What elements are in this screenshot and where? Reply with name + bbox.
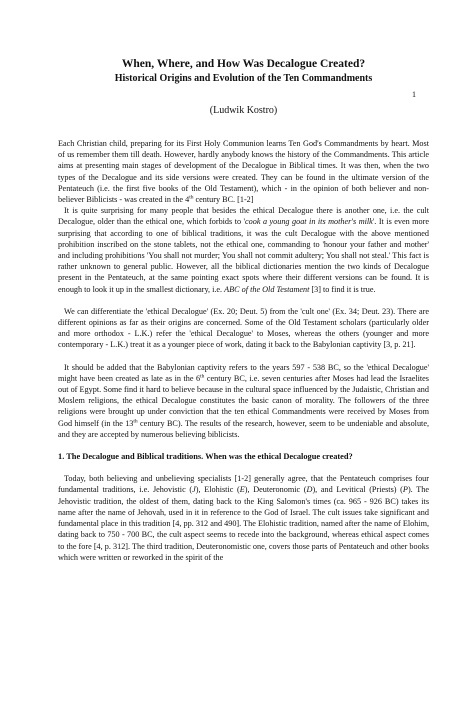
article-title: When, Where, and How Was Decalogue Created?: [121, 58, 366, 70]
paragraph-intro: Each Christian child, preparing for its First Holy Communion learns Ten God's Commandments by heart. Most of us remember them till death. However, hardly anybody knows the history of the Commandments. This article aims at presenting main stages of development of the Decalogue in Biblical times. It was then, when the two types of the Decalogue and its side versions were created. They can be found in the ultimate version of the Pentateuch (i.e. the first five books of the Old Testament), which - in the opinion of both believer and non-believer Biblicists - was created in the 4th century BC. [1-2]: [58, 139, 429, 205]
article-body: [58, 138, 429, 563]
page-number: 1: [412, 90, 416, 99]
paragraph-babylonian-captivity: It should be added that the Babylonian captivity refers to the years 597 - 538 BC, so the 'ethical Decalogue' might have been created as late as in the 6th century BC, i.e. seven centuries after Moses had lead the Israelites out of Egypt. Some find it hard to believe because in the cultural space influenced by the Judaistic, Christian and Moslem religions, the ethical Decalogue constitutes the basic canon of morality. The followers of the three religions were brought up under conviction that the ten ethical Commandments were received by Moses from God himself (in the 13th century BC). The results of the research, however, seem to be undeniable and absolute, and they are accepted by numerous believing biblicists.: [58, 362, 429, 439]
paragraph-traditions: Today, both believing and unbelieving specialists [1-2] generally agree, that the Pentateuch comprises four fundamental traditions, i.e. Jehovistic (J), Elohistic (E), Deuteronomic (D), and Levitical (Priests) (P). The Jehovistic tradition, the oldest of them, dating back to the King Salomon's times (ca. 965 - 926 BC) takes its name after the name of Jehovah, used in it in reference to the God of Israel. The cult issues take significant and fundamental place in this tradition [4, pp. 312 and 490]. The Elohistic tradition, named after the name of Elohim, dating back to 750 - 700 BC, the cult aspect seems to recede into the background, whereas ethical aspect comes to the fore [4, p. 312]. The third tradition, Deuteronomistic one, covers those parts of Pentateuch and other books which were written or reworked in the spirit of the: [58, 474, 429, 562]
section-heading: 1. The Decalogue and Biblical traditions. When was the ethical Decalogue created?: [58, 452, 353, 462]
paragraph-differentiation: We can differentiate the 'ethical Decalogue' (Ex. 20; Deut. 5) from the 'cult one' (Ex. 34; Deut. 23). There are different opinions as far as their origins are concerned. Some of the Old Testament scholars (particularly older and more orthodox - L.K.) refer the 'ethical Decalogue' to Moses, whereas the others (younger and more contemporary - L.K.) treat it as a younger piece of work, dating it back to the Babylonian captivity [3, p. 21].: [58, 306, 429, 350]
article-subtitle: Historical Origins and Evolution of the Ten Commandments: [114, 73, 373, 84]
paragraph-cult-decalogue: It is quite surprising for many people that besides the ethical Decalogue there is another one, i.e. the cult Decalogue, older than the ethical one, which forbids to 'cook a young goat in its mother's milk'. It is even more surprising that according to one of biblical traditions, it was the cult Decalogue with the above mentioned prohibition inscribed on the stone tablets, not the ethical one, commanding to 'honour your father and mother' and including prohibitions 'You shall not murder; You shall not commit adultery; You shall not steal.' This fact is rather unknown to general public. However, all the biblical dictionaries mention the two kinds of Decalogue present in the Pentateuch, at the same pointing exact spots where their different versions can be found. It is enough to look it up in the smallest dictionary, i.e. ABC of the Old Testament [3] to find it is true.: [58, 206, 429, 294]
document-page: [0, 57, 474, 727]
author-line: (Ludwik Kostro): [209, 105, 278, 116]
